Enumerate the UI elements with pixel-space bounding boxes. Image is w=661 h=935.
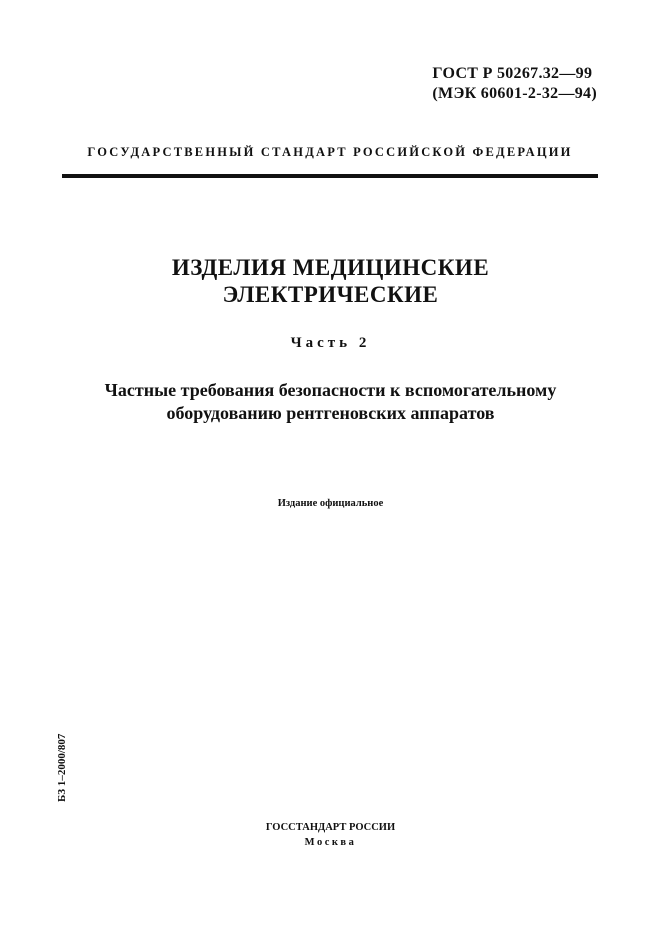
subtitle bbox=[0, 379, 661, 425]
subtitle-line-2: оборудованию рентгеновских аппаратов bbox=[166, 403, 495, 423]
title-line-1: ИЗДЕЛИЯ МЕДИЦИНСКИЕ bbox=[171, 255, 490, 280]
gost-number: ГОСТ Р 50267.32—99 bbox=[432, 65, 593, 82]
part-label: Часть 2 bbox=[290, 335, 371, 351]
standard-header: ГОСУДАРСТВЕННЫЙ СТАНДАРТ РОССИЙСКОЙ ФЕДЕРАЦИИ bbox=[87, 145, 573, 159]
publisher-name: ГОССТАНДАРТ РОССИИ bbox=[265, 822, 396, 833]
document-number-block bbox=[432, 64, 597, 104]
title-line-2: ЭЛЕКТРИЧЕСКИЕ bbox=[222, 282, 439, 307]
publisher-block bbox=[0, 820, 661, 850]
subtitle-line-1: Частные требования безопасности к вспомогательному bbox=[104, 380, 557, 400]
header-rule bbox=[62, 174, 598, 178]
edition-note: Издание официальное bbox=[277, 498, 384, 509]
main-title bbox=[0, 254, 661, 308]
publisher-city: Москва bbox=[304, 837, 357, 848]
side-code: БЗ 1–2000/807 bbox=[56, 733, 68, 802]
iec-number: (МЭК 60601-2-32—94) bbox=[432, 85, 597, 102]
